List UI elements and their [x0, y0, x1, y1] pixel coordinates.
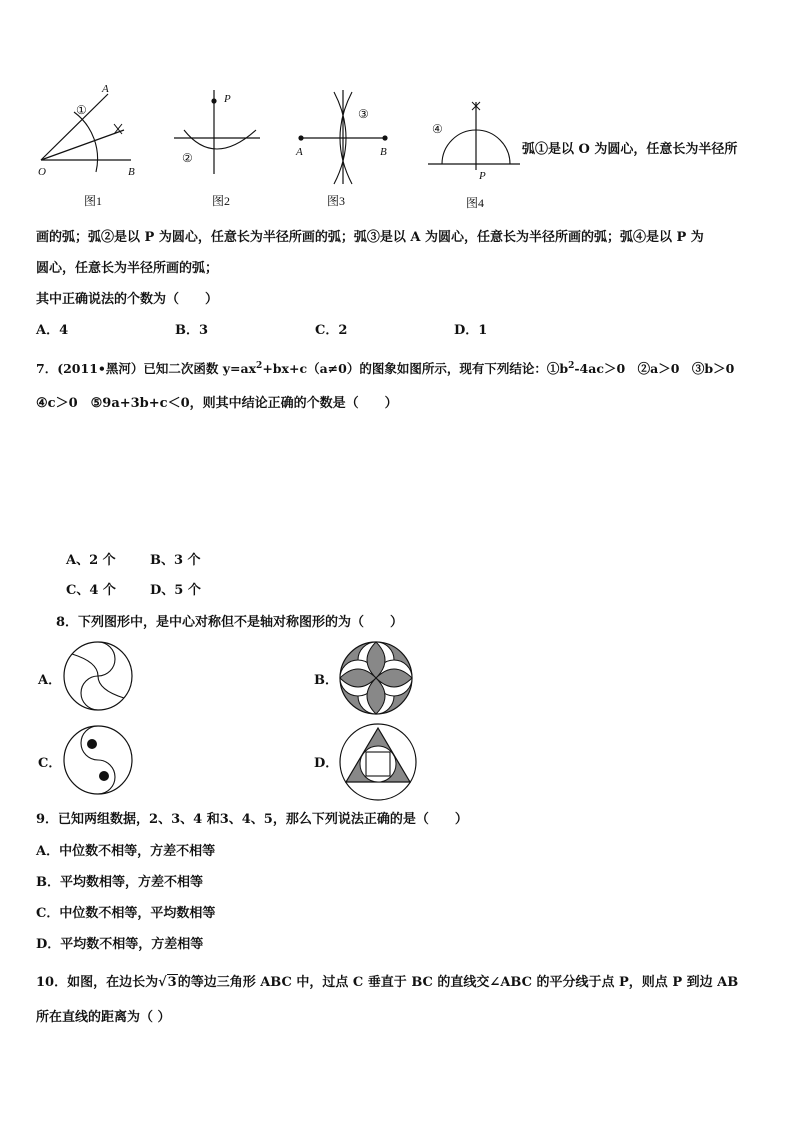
figure-3-label-b: B: [380, 146, 387, 158]
figure-4-label-p: P: [479, 170, 486, 182]
figure-1-label-o: O: [38, 166, 46, 178]
figure-1-label-b: B: [128, 166, 135, 178]
q7-option-b[interactable]: B、3 个: [150, 553, 201, 568]
q6-option-c[interactable]: C．2: [315, 323, 348, 338]
q8-option-d-label[interactable]: D．: [314, 756, 339, 771]
q6-option-a[interactable]: A．4: [36, 323, 69, 338]
q7-line-1: [36, 360, 735, 376]
figure-1-label-a: A: [102, 83, 109, 95]
q8-option-d-figure[interactable]: [338, 722, 418, 802]
q6-option-d[interactable]: D．1: [454, 323, 488, 338]
q7-line-2: ④c＞0 ⑤9a+3b+c＜0，则其中结论正确的个数是（ ）: [36, 396, 398, 411]
figure-4-arc-label: ④: [432, 122, 443, 136]
q9-option-c[interactable]: C．中位数不相等，平均数相等: [36, 906, 216, 921]
q10-sqrt: √3: [158, 975, 177, 990]
q6-question: 其中正确说法的个数为（ ）: [36, 292, 219, 307]
figure-2-arc-label: ②: [182, 151, 193, 165]
q7-line-1-end: -4ac＞0 ②a＞0 ③b＞0: [574, 361, 735, 376]
figure-3-caption: 图3: [327, 194, 346, 208]
q6-line-2: 画的弧；弧②是以 P 为圆心，任意长为半径所画的弧；弧③是以 A 为圆心，任意长为半径所画的弧；弧④是以 P 为: [36, 230, 704, 245]
q7-option-d[interactable]: D、5 个: [150, 583, 201, 598]
q7-option-a[interactable]: A、2 个: [66, 553, 116, 568]
figure-1-drawing: [36, 82, 136, 172]
q8-option-a-label[interactable]: A．: [38, 673, 62, 688]
figure-4-drawing: [424, 94, 524, 184]
q6-line-1: 弧①是以 O 为圆心，任意长为半径所: [522, 142, 738, 157]
q7-option-c[interactable]: C、4 个: [66, 583, 116, 598]
figure-2-label-p: P: [224, 93, 231, 105]
q6-line-3: 圆心，任意长为半径所画的弧；: [36, 261, 219, 276]
figure-4-caption: 图4: [466, 196, 485, 210]
q8-question: 8．下列图形中，是中心对称但不是轴对称图形的为（ ）: [56, 615, 404, 630]
q9-option-b[interactable]: B．平均数相等，方差不相等: [36, 875, 203, 890]
q10-radicand: 3: [167, 975, 177, 990]
figure-3-arc-label: ③: [358, 107, 369, 121]
figure-3-drawing: [294, 88, 394, 188]
q7-line-1-pre: 7．(2011•黑河）已知二次函数 y=ax: [36, 361, 257, 376]
q8-option-a-figure[interactable]: [62, 640, 136, 714]
figure-1-arc-label: ①: [76, 103, 87, 117]
q6-option-b[interactable]: B．3: [175, 323, 209, 338]
figure-2-caption: 图2: [212, 194, 231, 208]
q8-option-c-figure[interactable]: [62, 724, 136, 798]
figure-1-caption: 图1: [84, 194, 103, 208]
q7-line-1-post: +bx+c（a≠0）的图象如图所示，现有下列结论：①b: [262, 361, 569, 376]
figure-3-label-a: A: [296, 146, 303, 158]
q9-option-d[interactable]: D．平均数不相等，方差相等: [36, 937, 204, 952]
q10-line-1: [36, 976, 738, 989]
q7-exponent: 2: [256, 360, 263, 371]
q10-pre: 10．如图，在边长为: [36, 975, 159, 990]
q8-option-b-figure[interactable]: [338, 640, 414, 716]
q10-post: 的等边三角形 ABC 中，过点 C 垂直于 BC 的直线交∠ABC 的平分线于点 P，则点 P 到边 AB: [177, 975, 739, 990]
q9-question: 9．已知两组数据，2、3、4 和3、4、5，那么下列说法正确的是（ ）: [36, 812, 468, 827]
q10-line-2: 所在直线的距离为（ ）: [36, 1010, 171, 1025]
q8-option-c-label[interactable]: C．: [38, 756, 62, 771]
q7-exponent-2: 2: [568, 360, 575, 371]
q9-option-a[interactable]: A．中位数不相等，方差不相等: [36, 844, 216, 859]
q8-option-b-label[interactable]: B．: [314, 673, 338, 688]
